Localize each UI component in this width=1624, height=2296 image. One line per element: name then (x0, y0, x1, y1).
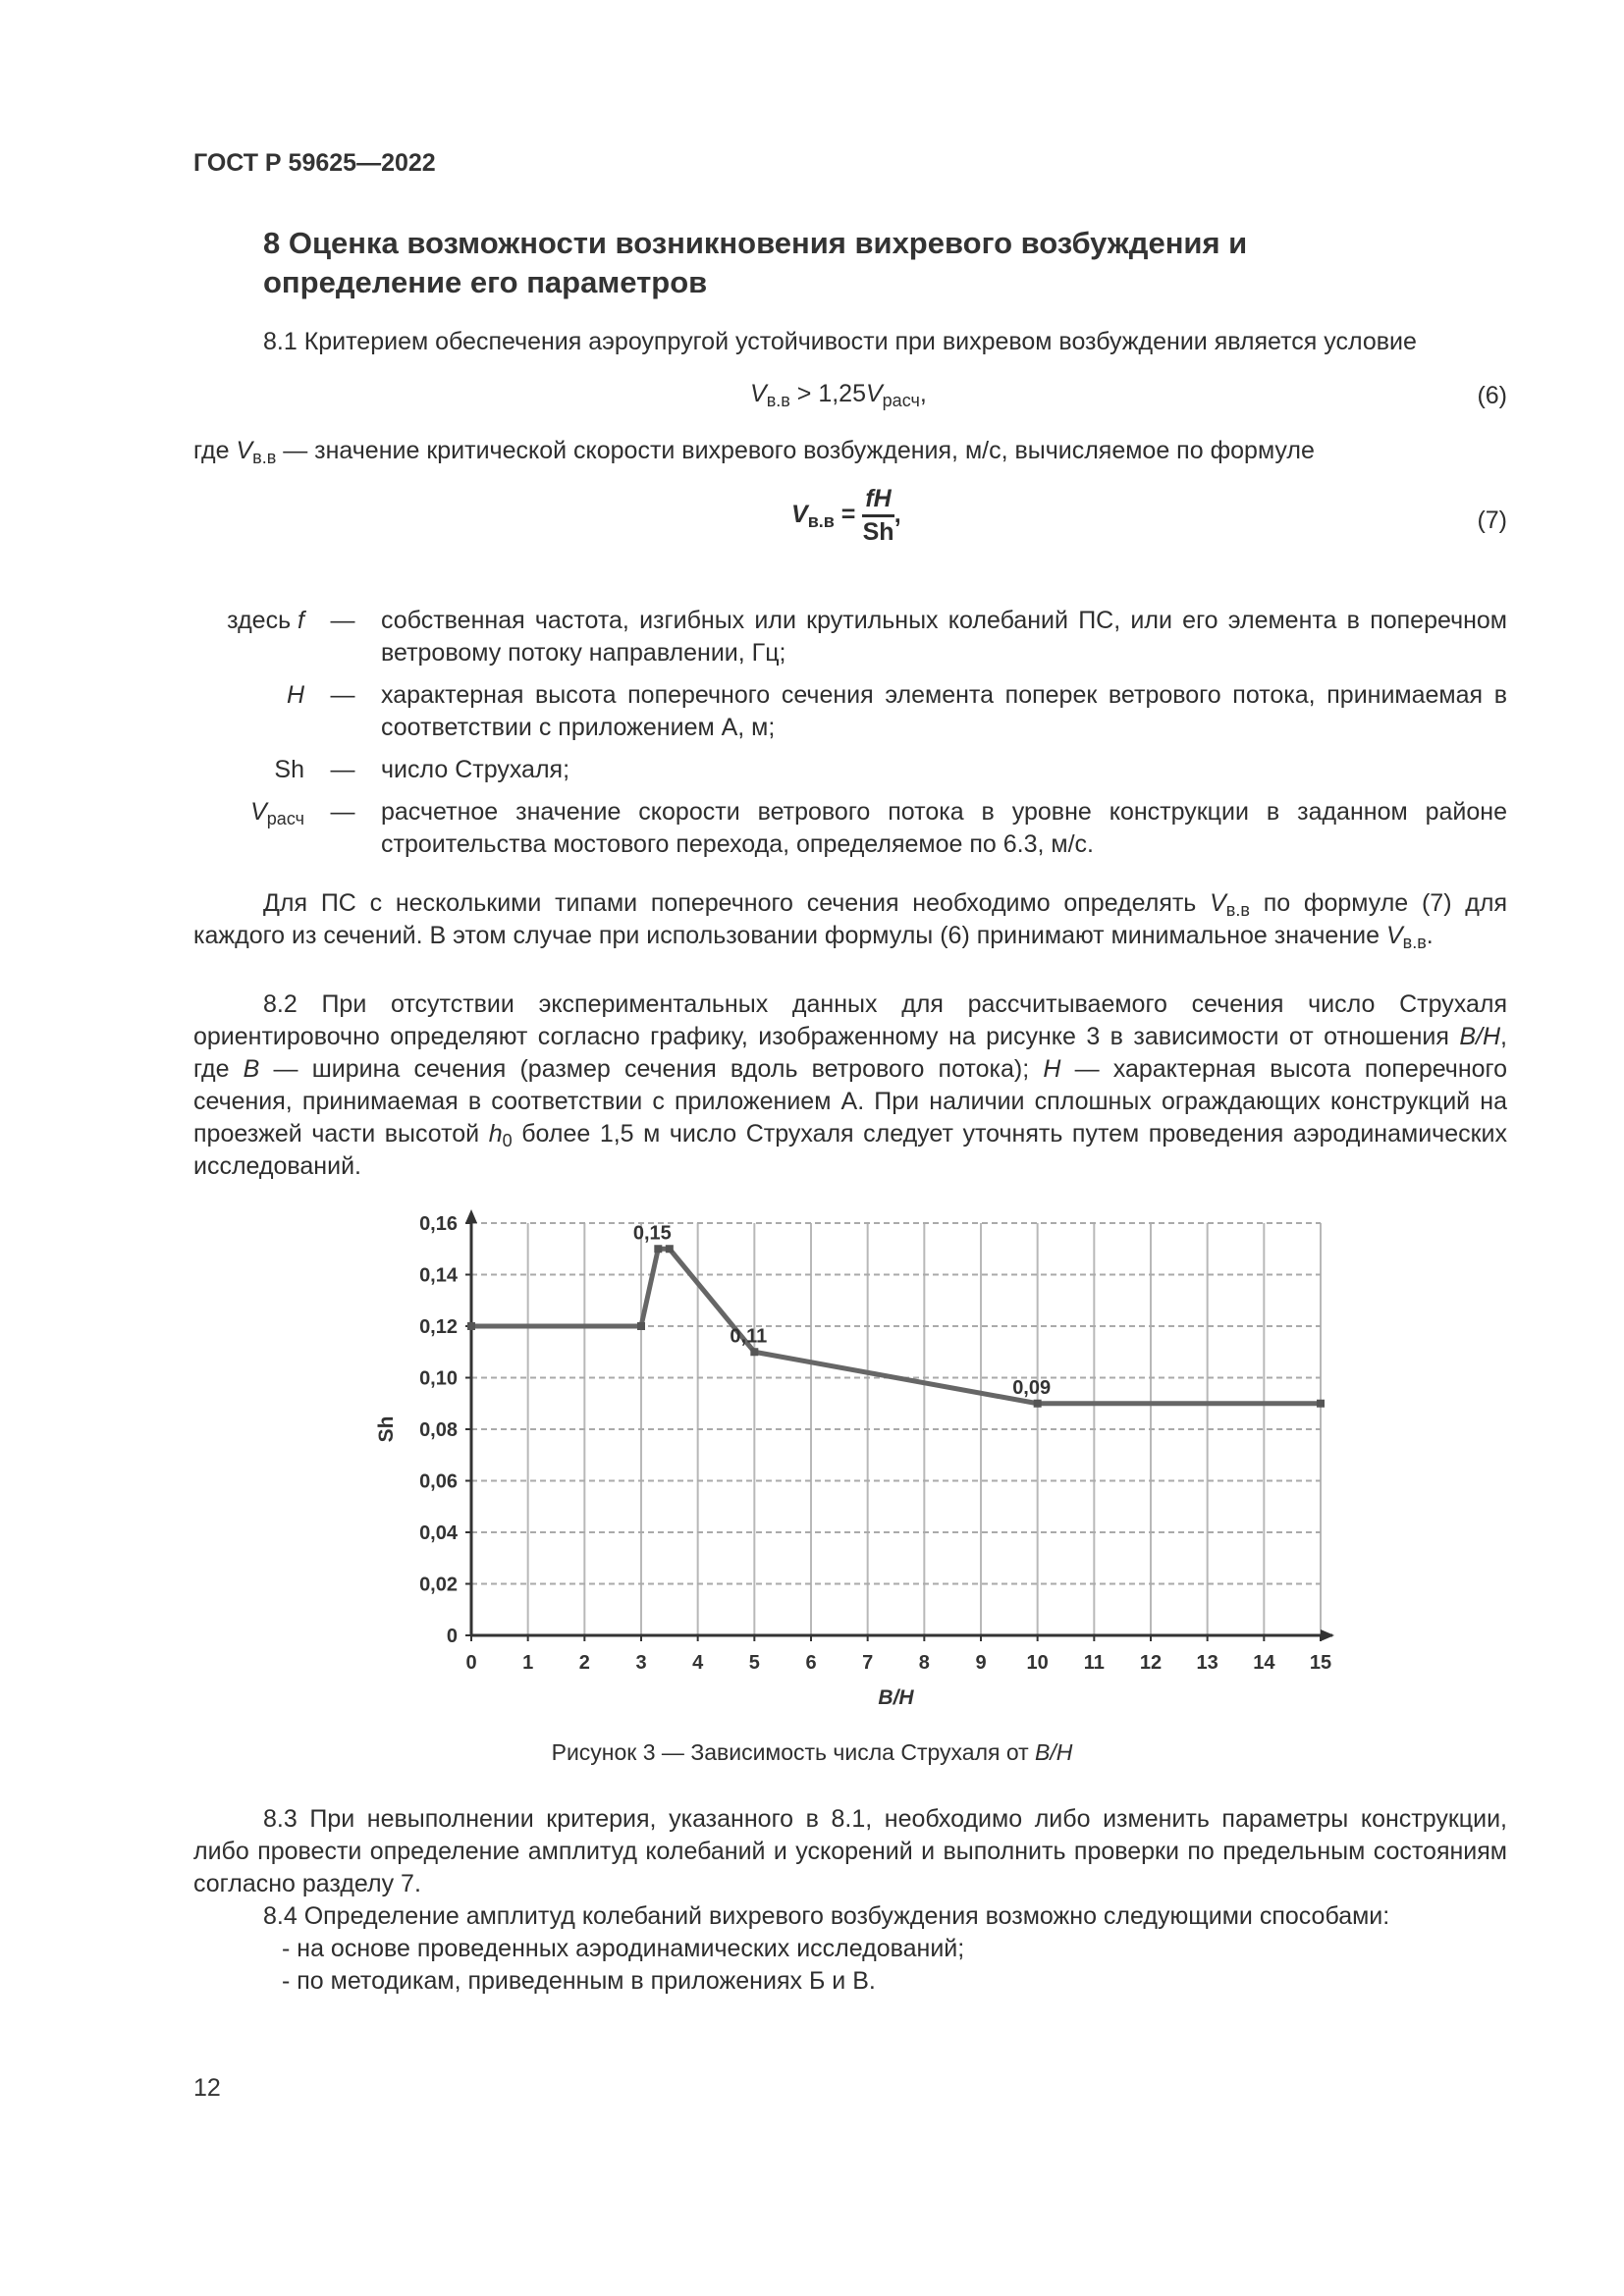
data-point (654, 1245, 662, 1253)
definition-text: собственная частота, изгибных или крутильных колебаний ПС, или его элемента в поперечном ветровому потоку направлении, Гц; (381, 607, 1507, 667)
var-h: H (1043, 1055, 1061, 1083)
data-label: 0,11 (730, 1325, 768, 1348)
definition-row (193, 754, 1507, 786)
text-run: Для ПС с несколькими типами поперечного сечения необходимо определять (263, 889, 1211, 917)
x-tick-label: 7 (862, 1652, 874, 1674)
formula-6-lhs: V (750, 380, 767, 407)
definition-symbol-f: f (298, 607, 304, 634)
text-run: . (1426, 922, 1434, 949)
y-tick-label: 0,04 (419, 1522, 458, 1544)
var-bh: B/H (1459, 1023, 1501, 1050)
x-axis-label: B/H (878, 1686, 914, 1709)
formula-6-op: > 1,25 (789, 380, 866, 407)
definition-symbol-v: V (250, 798, 267, 826)
y-tick-label: 0,02 (419, 1574, 458, 1596)
definition-symbol (193, 679, 304, 744)
paragraph-multiple-sections (193, 887, 1507, 952)
definition-prefix: здесь (227, 607, 298, 634)
definition-dash: — (330, 681, 355, 709)
formula-7-eq: = (840, 501, 856, 529)
strouhal-chart (353, 1209, 1335, 1720)
x-tick-label: 12 (1139, 1652, 1163, 1674)
var-v: V (1210, 889, 1226, 917)
x-tick-label: 1 (522, 1652, 534, 1674)
definition-symbol (193, 754, 304, 786)
where-line (193, 435, 1509, 467)
page-number: 12 (193, 2074, 221, 2102)
caption-text: Рисунок 3 — Зависимость числа Струхаля от (551, 1739, 1036, 1765)
definition-symbol (193, 605, 304, 669)
x-tick-label: 14 (1253, 1652, 1275, 1674)
definition-text: характерная высота поперечного сечения элемента поперек ветрового потока, принимаемая в соответствии с приложением А, м; (381, 681, 1507, 741)
y-tick-label: 0 (446, 1626, 458, 1647)
formula-6-rhs: V (865, 380, 883, 407)
y-tick-label: 0,08 (419, 1419, 458, 1441)
document-header: ГОСТ Р 59625—2022 (193, 149, 436, 177)
text-run: — ширина сечения (размер сечения вдоль ветрового потока); (259, 1055, 1044, 1083)
definition-row (193, 679, 1507, 744)
y-axis-label: Sh (375, 1415, 398, 1443)
definition-text: число Струхаля; (381, 756, 570, 783)
section-title: 8 Оценка возможности возникновения вихревого возбуждения и определение его параметров (263, 226, 1248, 299)
paragraph-8-2 (193, 988, 1507, 1183)
text-run: более 1,5 м число Струхаля следует уточнять путем проведения аэродинамических исследований. (193, 1120, 1508, 1180)
formula-7-denominator: Sh (862, 518, 894, 546)
x-tick-label: 0 (465, 1652, 477, 1674)
y-axis-arrow (465, 1209, 477, 1223)
where-pre: где (193, 437, 237, 464)
x-tick-label: 10 (1026, 1652, 1049, 1674)
formula-7 (791, 485, 901, 547)
definition-symbol-sh: Sh (274, 756, 304, 783)
formula-6-lhs-sub: в.в (766, 391, 790, 410)
definitions-list (193, 605, 1507, 871)
var-v-sub: в.в (1225, 900, 1250, 920)
data-point (1317, 1400, 1325, 1408)
data-label: 0,15 (632, 1222, 672, 1245)
y-tick-label: 0,10 (419, 1367, 458, 1390)
text-run: — характерная высота поперечного сечения, принимаемая в соответствии с приложением А. При наличии сплошных ограждающих конструкций на проезжей части высотой (193, 1055, 1508, 1148)
definition-dash: — (330, 756, 355, 783)
where-v-sub: в.в (252, 448, 277, 467)
formula-7-tail: , (893, 501, 901, 529)
x-tick-label: 9 (975, 1652, 987, 1674)
data-point (750, 1348, 758, 1356)
var-v: V (1385, 922, 1403, 949)
formula-7-fraction (862, 485, 893, 547)
definition-row (193, 605, 1507, 669)
definition-row (193, 796, 1507, 861)
y-tick-label: 0,16 (419, 1213, 458, 1235)
caption-variable: B/H (1035, 1739, 1073, 1765)
figure-caption (0, 1739, 1624, 1766)
x-tick-label: 6 (805, 1652, 817, 1674)
data-point (1034, 1400, 1042, 1408)
definition-dash: — (330, 798, 355, 826)
definition-text: расчетное значение скорости ветрового потока в уровне конструкции в заданном районе строительства мостового перехода, определяемое по 6.3, м/с. (381, 798, 1507, 858)
x-tick-label: 15 (1309, 1652, 1332, 1674)
formula-7-numerator: fH (862, 485, 893, 517)
data-point (467, 1322, 475, 1330)
var-h0: h (488, 1120, 503, 1148)
y-tick-label: 0,12 (419, 1316, 458, 1338)
paragraph-8-3: 8.3 При невыполнении критерия, указанного в 8.1, необходимо либо изменить параметры конструкции, либо провести определение амплитуд колебаний и ускорений и выполнить проверки по предельным состояниям согласно разделу 7. (193, 1805, 1507, 1897)
definition-symbol (193, 796, 304, 861)
formula-7-lhs: V (791, 501, 808, 529)
where-v: V (236, 437, 253, 464)
y-tick-label: 0,14 (419, 1264, 458, 1287)
y-tick-label: 0,06 (419, 1470, 458, 1493)
var-b: B (243, 1055, 260, 1083)
data-point (637, 1322, 645, 1330)
x-tick-label: 8 (918, 1652, 930, 1674)
paragraph-8-4: 8.4 Определение амплитуд колебаний вихревого возбуждения возможно следующими способами: (263, 1902, 1390, 1930)
definition-dash: — (330, 607, 355, 634)
formula-6 (750, 380, 927, 408)
var-v-sub: в.в (1402, 933, 1427, 952)
data-point (666, 1245, 674, 1253)
x-tick-label: 13 (1196, 1652, 1218, 1674)
text-run: 8.2 При отсутствии экспериментальных данных для рассчитываемого сечения число Струхаля ориентировочно определяют согласно графику, изображенному на рисунке 3 в зависимости от отношения (193, 990, 1507, 1050)
x-axis-arrow (1321, 1629, 1334, 1641)
var-h0-sub: 0 (502, 1131, 513, 1150)
definition-symbol-sub: расч (266, 809, 304, 828)
x-tick-label: 3 (635, 1652, 647, 1674)
formula-7-number: (7) (1477, 507, 1507, 534)
definition-symbol-h: H (286, 681, 304, 709)
formula-7-lhs-sub: в.в (807, 511, 835, 532)
list-item: - по методикам, приведенным в приложениях Б и В. (282, 1967, 876, 1995)
where-post: — значение критической скорости вихревого возбуждения, м/с, вычисляемое по формуле (276, 437, 1315, 464)
data-label: 0,09 (1012, 1376, 1052, 1399)
x-tick-label: 4 (692, 1652, 704, 1674)
x-tick-label: 5 (748, 1652, 760, 1674)
text-run: , где (193, 1023, 1507, 1083)
formula-6-tail: , (919, 380, 927, 407)
formula-6-number: (6) (1477, 382, 1507, 409)
text-run: по формуле (7) для каждого из сечений. В этом случае при использовании формулы (6) принимают минимальное значение (193, 889, 1507, 949)
list-item: - на основе проведенных аэродинамических исследований; (282, 1935, 965, 1962)
paragraph-8-1: 8.1 Критерием обеспечения аэроупругой устойчивости при вихревом возбуждении является условие (263, 328, 1417, 355)
formula-6-rhs-sub: расч (882, 391, 920, 410)
x-tick-label: 11 (1083, 1652, 1105, 1674)
x-tick-label: 2 (578, 1652, 590, 1674)
